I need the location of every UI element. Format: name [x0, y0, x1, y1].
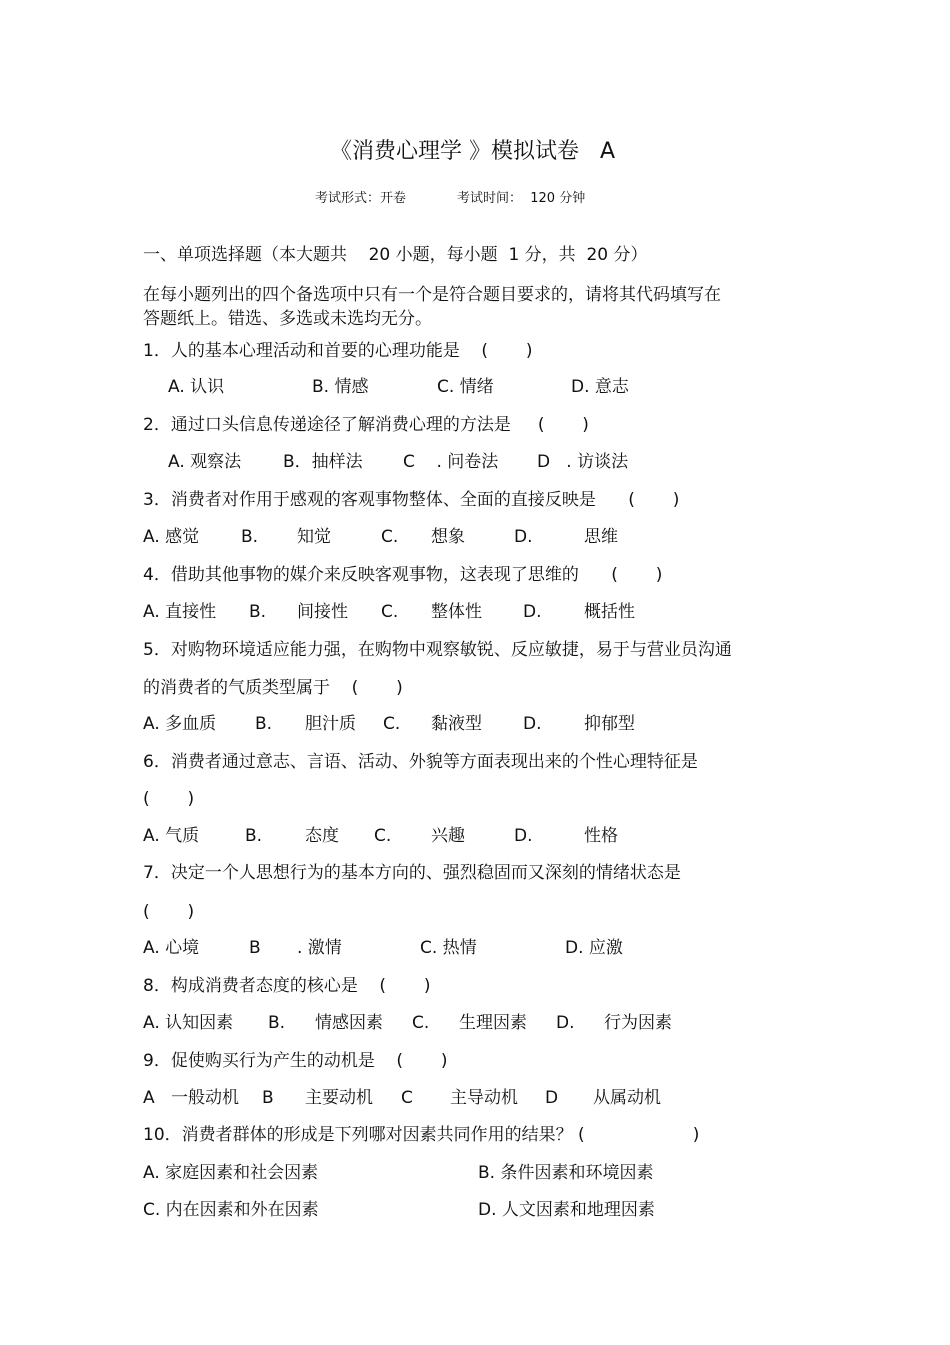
option-b-text: 主要动机: [305, 1088, 373, 1108]
question-text-continued: ( ): [143, 902, 195, 922]
instruction-line: 答题纸上。错选、多选或未选均无分。: [143, 309, 432, 329]
option-b-text: 知觉: [297, 527, 331, 547]
option-d-text: 性格: [584, 826, 618, 846]
question-text: 2．通过口头信息传递途径了解消费心理的方法是 ( ): [143, 415, 589, 435]
option-c: C. 情绪: [437, 377, 494, 397]
option-d: D. 意志: [571, 377, 629, 397]
option-c: C . 问卷法: [403, 452, 499, 472]
option-c-letter: C.: [381, 527, 399, 547]
option-d-text: 概括性: [584, 602, 635, 622]
option-b: B. 条件因素和环境因素: [478, 1163, 654, 1183]
option-d-letter: D.: [523, 714, 542, 734]
option-a: A. 气质: [143, 826, 200, 846]
option-d-text: 行为因素: [604, 1013, 672, 1033]
option-a: A. 心境: [143, 938, 200, 958]
option-d-text: 从属动机: [593, 1088, 661, 1108]
option-a: A. 感觉: [143, 527, 200, 547]
option-b-letter: B: [249, 938, 261, 958]
option-a: A. 直接性: [143, 602, 217, 622]
option-c-text: 整体性: [431, 602, 482, 622]
question-text: 3．消费者对作用于感观的客观事物整体、全面的直接反映是 ( ): [143, 490, 680, 510]
option-a: A. 认知因素: [143, 1013, 234, 1033]
option-c-text: 主导动机: [450, 1088, 518, 1108]
option-d-letter: D.: [514, 826, 533, 846]
option-a: A. 家庭因素和社会因素: [143, 1163, 319, 1183]
option-d-text: 思维: [584, 527, 618, 547]
question-text: 4．借助其他事物的媒介来反映客观事物，这表现了思维的 ( ): [143, 565, 663, 585]
option-d: D. 人文因素和地理因素: [478, 1200, 655, 1220]
option-c-text: 想象: [431, 527, 465, 547]
option-d-letter: D.: [556, 1013, 575, 1033]
question-text: 7．决定一个人思想行为的基本方向的、强烈稳固而又深刻的情绪状态是: [143, 863, 681, 883]
instruction-line: 在每小题列出的四个备选项中只有一个是符合题目要求的，请将其代码填写在: [143, 285, 721, 305]
option-a: A. 认识: [168, 377, 225, 397]
option-d-letter: D.: [523, 602, 542, 622]
option-c-letter: C.: [412, 1013, 430, 1033]
section-heading: 一、单项选择题（本大题共 20 小题，每小题 1 分，共 20 分）: [143, 245, 648, 265]
option-a: A. 观察法: [168, 452, 242, 472]
option-d-text: 抑郁型: [584, 714, 635, 734]
question-text-continued: 的消费者的气质类型属于 ( ): [143, 678, 403, 698]
option-b-letter: B.: [268, 1013, 286, 1033]
option-c: C. 热情: [420, 938, 477, 958]
question-text: 10．消费者群体的形成是下列哪对因素共同作用的结果？ ( ): [143, 1125, 700, 1145]
option-d-letter: D: [545, 1088, 559, 1108]
option-b-text: 胆汁质: [305, 714, 356, 734]
option-b-letter: B.: [245, 826, 263, 846]
option-c-text: 生理因素: [459, 1013, 527, 1033]
option-c: C. 内在因素和外在因素: [143, 1200, 319, 1220]
question-text: 5．对购物环境适应能力强，在购物中观察敏锐、反应敏捷，易于与营业员沟通: [143, 640, 732, 660]
exam-time: 考试时间： 120 分钟: [457, 191, 586, 206]
option-b: B．抽样法: [283, 452, 363, 472]
option-b-text: 态度: [305, 826, 339, 846]
option-c-text: 兴趣: [431, 826, 465, 846]
option-b-letter: B: [262, 1088, 274, 1108]
option-d: D . 访谈法: [537, 452, 629, 472]
option-a-text: 一般动机: [171, 1088, 239, 1108]
option-a-letter: A: [143, 1088, 155, 1108]
question-text: 6．消费者通过意志、言语、活动、外貌等方面表现出来的个性心理特征是: [143, 752, 698, 772]
question-text: 8．构成消费者态度的核心是 ( ): [143, 976, 431, 996]
exam-form: 考试形式：开卷: [315, 191, 407, 206]
question-text-continued: ( ): [143, 789, 195, 809]
option-b-letter: B.: [249, 602, 267, 622]
option-c-letter: C.: [381, 602, 399, 622]
option-b-letter: B.: [255, 714, 273, 734]
option-a: A. 多血质: [143, 714, 217, 734]
exam-title: 《消费心理学 》模拟试卷 A: [330, 139, 616, 164]
question-text: 9．促使购买行为产生的动机是 ( ): [143, 1051, 448, 1071]
option-b-text: . 激情: [297, 938, 342, 958]
option-b-letter: B.: [241, 527, 259, 547]
question-text: 1．人的基本心理活动和首要的心理功能是 ( ): [143, 341, 533, 361]
option-b-text: 间接性: [297, 602, 348, 622]
option-b-text: 情感因素: [315, 1013, 383, 1033]
option-d: D. 应激: [565, 938, 623, 958]
option-c-letter: C.: [383, 714, 401, 734]
option-c-letter: C: [401, 1088, 413, 1108]
option-d-letter: D.: [514, 527, 533, 547]
option-b: B. 情感: [312, 377, 369, 397]
option-c-letter: C.: [374, 826, 392, 846]
option-c-text: 黏液型: [431, 714, 482, 734]
